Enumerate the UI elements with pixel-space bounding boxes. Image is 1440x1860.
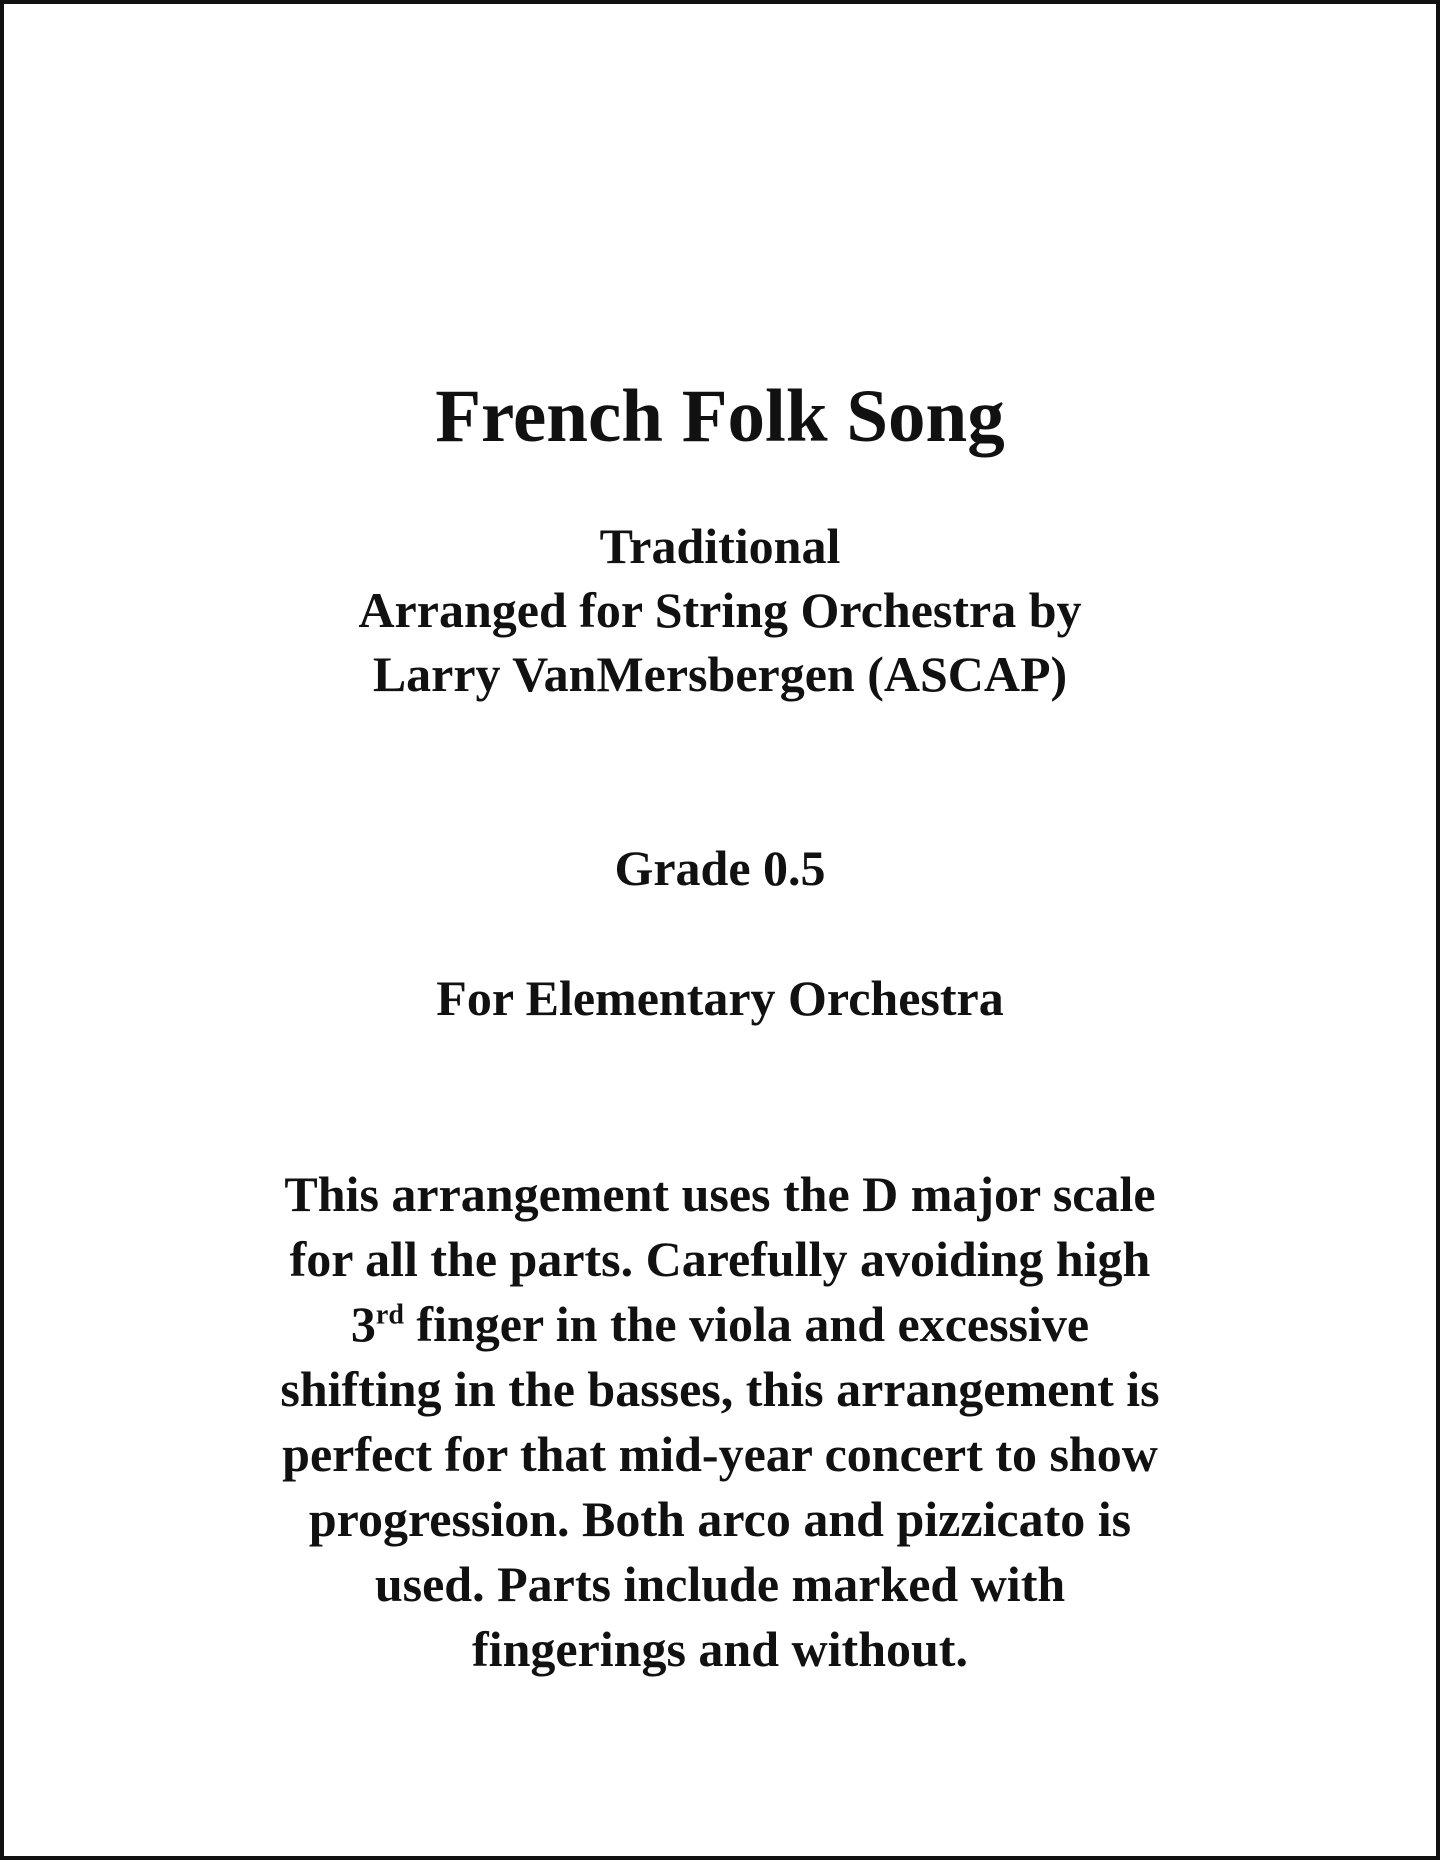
arrangement-description — [204, 1162, 1236, 1682]
description-line: This arrangement uses the D major scale — [284, 1166, 1156, 1222]
description-line: used. Parts include marked with — [374, 1556, 1066, 1612]
grade-level: Grade 0.5 — [614, 840, 826, 896]
description-line: shifting in the basses, this arrangement is — [280, 1361, 1160, 1417]
arranger-name: Larry VanMersbergen (ASCAP) — [372, 646, 1068, 702]
ordinal-suffix: rd — [375, 1299, 404, 1331]
description-line — [204, 1292, 1236, 1357]
description-line: perfect for that mid-year concert to show — [282, 1426, 1158, 1482]
origin-credit: Traditional — [599, 518, 841, 574]
piece-title: French Folk Song — [435, 375, 1005, 458]
description-line: fingerings and without. — [472, 1621, 968, 1677]
ensemble-level: For Elementary Orchestra — [436, 970, 1004, 1026]
description-line: progression. Both arco and pizzicato is — [308, 1491, 1132, 1547]
description-line-rest: finger in the viola and excessive — [403, 1296, 1090, 1352]
description-line: for all the parts. Carefully avoiding high — [289, 1231, 1151, 1287]
ordinal-number: 3 — [350, 1296, 376, 1352]
arranged-credit: Arranged for String Orchestra by — [358, 582, 1082, 638]
credits-block — [4, 514, 1436, 706]
